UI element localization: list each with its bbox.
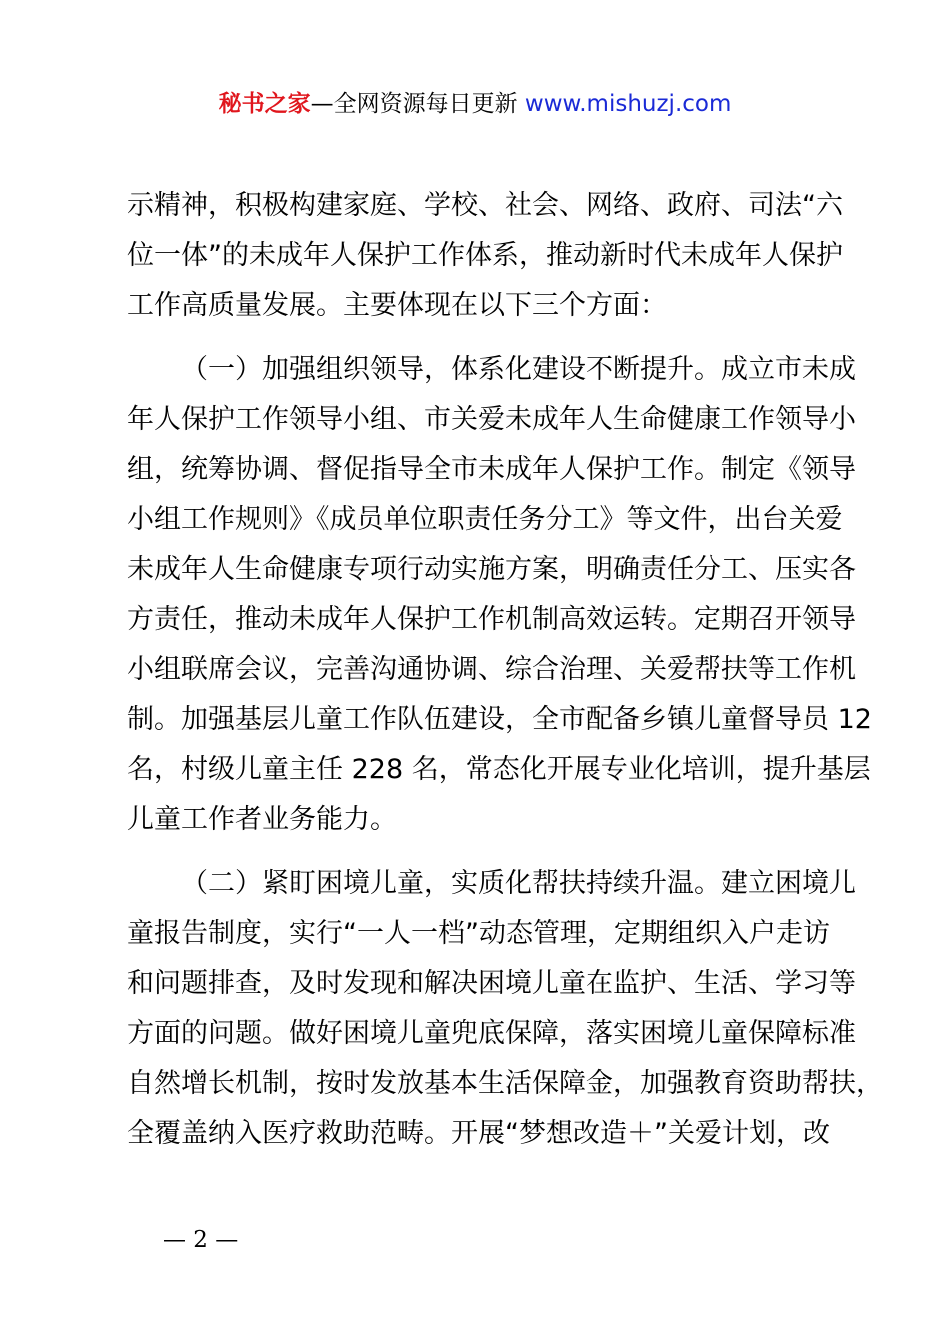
- body-line: 位一体”的未成年人保护工作体系，推动新时代未成年人保护: [127, 240, 843, 271]
- body-line: 工作高质量发展。主要体现在以下三个方面：: [127, 290, 667, 321]
- body-line: 自然增长机制，按时发放基本生活保障金，加强教育资助帮扶，: [127, 1068, 883, 1099]
- body-line: 方责任，推动未成年人保护工作机制高效运转。定期召开领导: [127, 604, 856, 635]
- body-line: 名，村级儿童主任 228 名，常态化开展专业化培训，提升基层: [127, 754, 871, 785]
- body-line: 组，统筹协调、督促指导全市未成年人保护工作。制定《领导: [127, 454, 856, 485]
- document-body: [127, 181, 883, 1159]
- header-url[interactable]: www.mishuzj.com: [524, 91, 732, 117]
- body-line: 未成年人生命健康专项行动实施方案，明确责任分工、压实各: [127, 554, 856, 585]
- body-line: 童报告制度，实行“一人一档”动态管理，定期组织入户走访: [127, 918, 830, 949]
- section-1-heading-line: （一）加强组织领导，体系化建设不断提升。成立市未成: [181, 354, 856, 385]
- header-slogan: —全网资源每日更新: [310, 91, 525, 117]
- body-line: 示精神，积极构建家庭、学校、社会、网络、政府、司法“六: [127, 190, 843, 221]
- body-line: 儿童工作者业务能力。: [127, 804, 397, 835]
- page-header: [0, 86, 950, 122]
- body-line: 方面的问题。做好困境儿童兜底保障，落实困境儿童保障标准: [127, 1018, 856, 1049]
- body-line: 小组工作规则》《成员单位职责任务分工》等文件，出台关爱: [127, 504, 843, 535]
- header-brand: 秘书之家: [218, 91, 311, 117]
- body-line: 和问题排查，及时发现和解决困境儿童在监护、生活、学习等: [127, 968, 856, 999]
- body-line: 制。加强基层儿童工作队伍建设，全市配备乡镇儿童督导员 12: [127, 704, 872, 735]
- section-2-heading-line: （二）紧盯困境儿童，实质化帮扶持续升温。建立困境儿: [181, 868, 856, 899]
- body-line: 年人保护工作领导小组、市关爱未成年人生命健康工作领导小: [127, 404, 856, 435]
- body-line: 全覆盖纳入医疗救助范畴。开展“梦想改造＋”关爱计划，改: [127, 1118, 830, 1149]
- body-line: 小组联席会议，完善沟通协调、综合治理、关爱帮扶等工作机: [127, 654, 856, 685]
- page-number: — 2 —: [163, 1227, 239, 1253]
